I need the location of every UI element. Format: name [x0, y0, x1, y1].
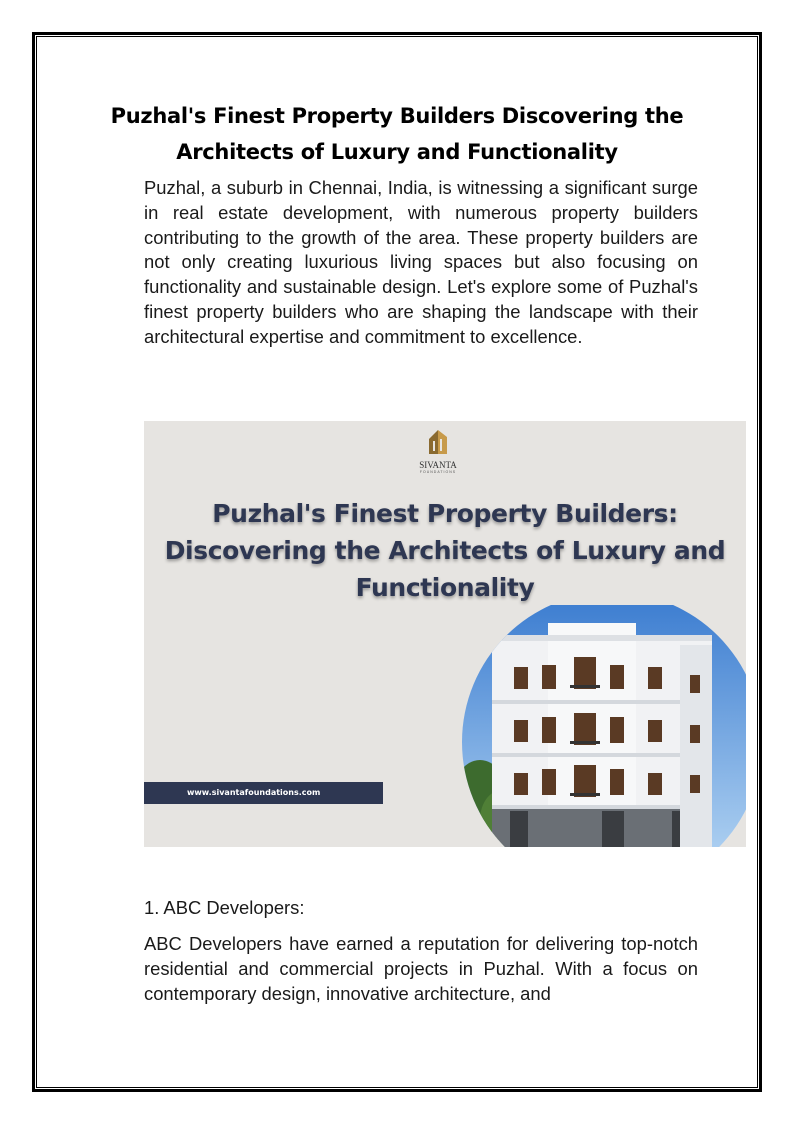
section-heading: 1. ABC Developers: — [144, 897, 305, 918]
sivanta-logo — [413, 429, 463, 481]
banner-image — [144, 421, 746, 847]
section-body: ABC Developers have earned a reputation for delivering top-notch residential and commercial projects in Puzhal. With a focus on contemporary design, innovative architecture, and — [144, 933, 698, 1004]
logo-wordmark: SIVANTA — [419, 460, 457, 470]
website-url: www.sivantafoundations.com — [144, 782, 383, 804]
document-title: Puzhal's Finest Property Builders Discovering the Architects of Luxury and Functionality — [110, 104, 684, 164]
building-logo-icon — [427, 429, 449, 455]
logo-subtitle: FOUNDATIONS — [419, 470, 457, 474]
intro-paragraph: Puzhal, a suburb in Chennai, India, is witnessing a significant surge in real estate development, with numerous property builders contributing to the growth of the area. These property builders are not only creating luxurious living spaces but also focusing on functionality and sustainable design. Let's explore some of Puzhal's finest property builders who are shaping the landscape with their architectural expertise and commitment to excellence. — [144, 177, 698, 347]
banner-title: Puzhal's Finest Property Builders: Discovering the Architects of Luxury and Functionality — [164, 499, 726, 602]
apartment-building-photo — [462, 605, 746, 847]
